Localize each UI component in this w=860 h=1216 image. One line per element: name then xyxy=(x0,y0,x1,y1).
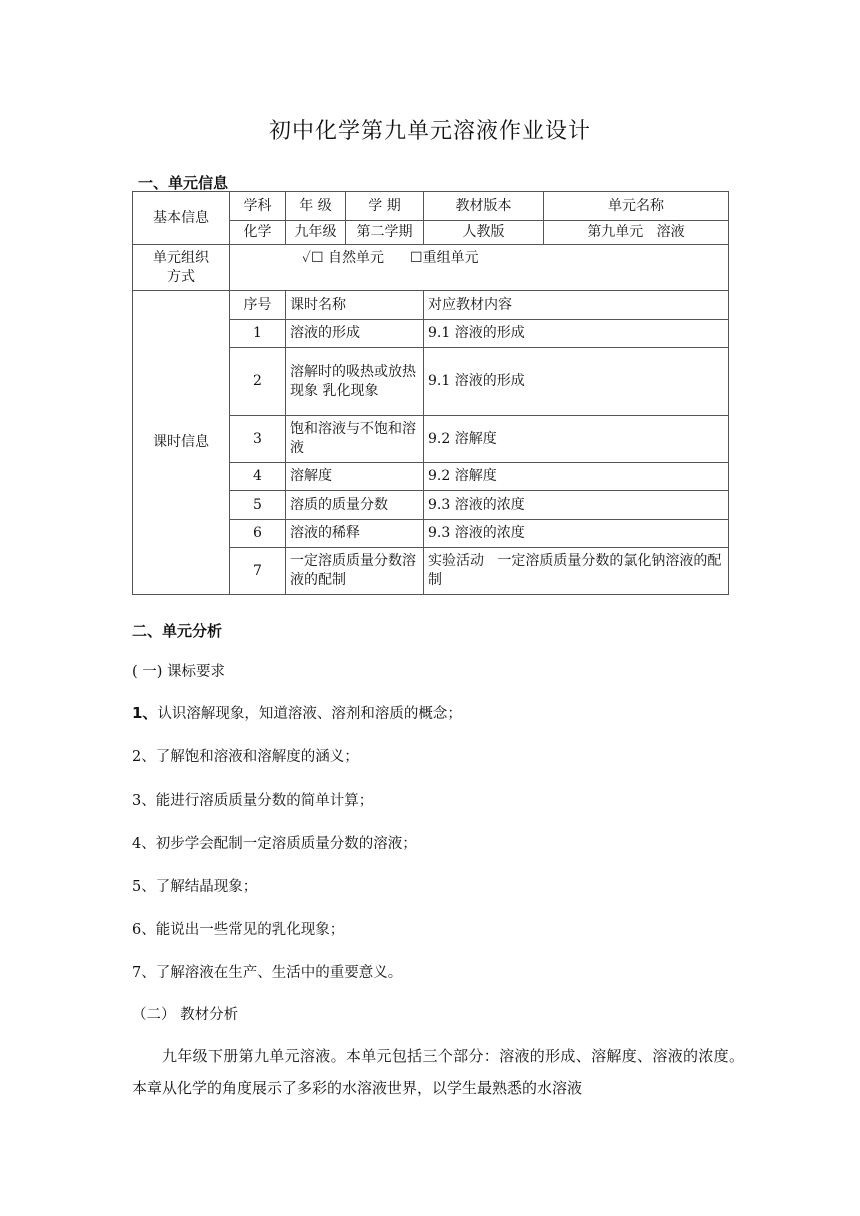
lesson-no: 2 xyxy=(230,348,286,416)
requirement-item xyxy=(132,702,462,723)
lesson-name: 溶解时的吸热或放热现象 乳化现象 xyxy=(286,348,424,416)
organization-label xyxy=(133,245,230,291)
requirement-number: 2、 xyxy=(132,749,156,765)
subsection-textbook-analysis: （二） 教材分析 xyxy=(132,1007,239,1023)
lesson-name: 一定溶质质量分数溶液的配制 xyxy=(286,548,424,595)
requirement-text: 能进行溶质质量分数的简单计算； xyxy=(155,793,374,809)
unit-info-table xyxy=(132,191,729,595)
requirement-number: 3、 xyxy=(132,793,156,809)
requirement-number: 4、 xyxy=(132,836,156,852)
lessons-label: 课时信息 xyxy=(133,291,230,595)
requirement-number: 1、 xyxy=(132,704,158,722)
value-semester: 第二学期 xyxy=(346,221,424,245)
value-unit-name: 第九单元 溶液 xyxy=(544,221,729,245)
section-unit-info-heading: 一、单元信息 xyxy=(138,174,229,192)
lesson-content: 9.3 溶液的浓度 xyxy=(424,520,729,548)
requirement-item xyxy=(132,745,359,766)
requirement-item xyxy=(132,875,257,896)
requirement-text: 了解结晶现象； xyxy=(155,879,258,895)
lessons-header-name: 课时名称 xyxy=(286,291,424,320)
lesson-content: 9.2 溶解度 xyxy=(424,416,729,463)
requirement-number: 6、 xyxy=(132,922,156,938)
lesson-content: 9.2 溶解度 xyxy=(424,463,729,491)
value-textbook-edition: 人教版 xyxy=(424,221,544,245)
analysis-paragraph: 九年级下册第九单元溶液。本单元包括三个部分：溶液的形成、溶解度、溶液的浓度。本章从化学的角度展示了多彩的水溶液世界，以学生最熟悉的水溶液 xyxy=(132,1047,744,1097)
organization-label-line1: 单元组织 xyxy=(153,249,209,266)
header-grade: 年 级 xyxy=(286,192,346,221)
option-regrouped-unit[interactable]: ☐重组单元 xyxy=(410,250,479,266)
requirement-item xyxy=(132,961,402,982)
organization-label-line2: 方式 xyxy=(167,268,195,285)
requirement-text: 认识溶解现象，知道溶液、溶剂和溶质的概念； xyxy=(157,706,462,722)
header-subject: 学科 xyxy=(230,192,286,221)
check-mark-icon: ✓ xyxy=(302,250,312,266)
lesson-no: 3 xyxy=(230,416,286,463)
lesson-content: 9.1 溶液的形成 xyxy=(424,320,729,348)
requirement-text: 初步学会配制一定溶质质量分数的溶液； xyxy=(155,836,417,852)
requirement-text: 能说出一些常见的乳化现象； xyxy=(155,922,345,938)
requirement-number: 5、 xyxy=(132,879,156,895)
lessons-header-content: 对应教材内容 xyxy=(424,291,729,320)
lesson-name: 溶液的稀释 xyxy=(286,520,424,548)
lesson-name: 饱和溶液与不饱和溶液 xyxy=(286,416,424,463)
requirement-item xyxy=(132,789,373,810)
document-title: 初中化学第九单元溶液作业设计 xyxy=(268,119,591,144)
option-natural-unit[interactable]: ☐ 自然单元 xyxy=(311,250,385,266)
header-unit-name: 单元名称 xyxy=(544,192,729,221)
header-textbook-edition: 教材版本 xyxy=(424,192,544,221)
lesson-no: 7 xyxy=(230,548,286,595)
section-unit-analysis-heading: 二、单元分析 xyxy=(132,622,223,640)
lessons-header-no: 序号 xyxy=(230,291,286,320)
lesson-content: 实验活动 一定溶质质量分数的氯化钠溶液的配制 xyxy=(424,548,729,595)
requirement-text: 了解溶液在生产、生活中的重要意义。 xyxy=(155,965,403,981)
lesson-no: 6 xyxy=(230,520,286,548)
header-semester: 学 期 xyxy=(346,192,424,221)
requirement-text: 了解饱和溶液和溶解度的涵义； xyxy=(155,749,359,765)
value-grade: 九年级 xyxy=(286,221,346,245)
lesson-no: 4 xyxy=(230,463,286,491)
basic-info-label: 基本信息 xyxy=(133,192,230,245)
requirement-item xyxy=(132,918,344,939)
requirement-item xyxy=(132,832,417,853)
lesson-name: 溶解度 xyxy=(286,463,424,491)
organization-options xyxy=(230,245,729,291)
lesson-name: 溶质的质量分数 xyxy=(286,491,424,520)
lesson-content: 9.3 溶液的浓度 xyxy=(424,491,729,520)
lesson-content: 9.1 溶液的形成 xyxy=(424,348,729,416)
requirement-number: 7、 xyxy=(132,965,156,981)
lesson-no: 1 xyxy=(230,320,286,348)
subsection-curriculum-requirements: ( 一) 课标要求 xyxy=(132,664,226,680)
lesson-no: 5 xyxy=(230,491,286,520)
value-subject: 化学 xyxy=(230,221,286,245)
lesson-name: 溶液的形成 xyxy=(286,320,424,348)
